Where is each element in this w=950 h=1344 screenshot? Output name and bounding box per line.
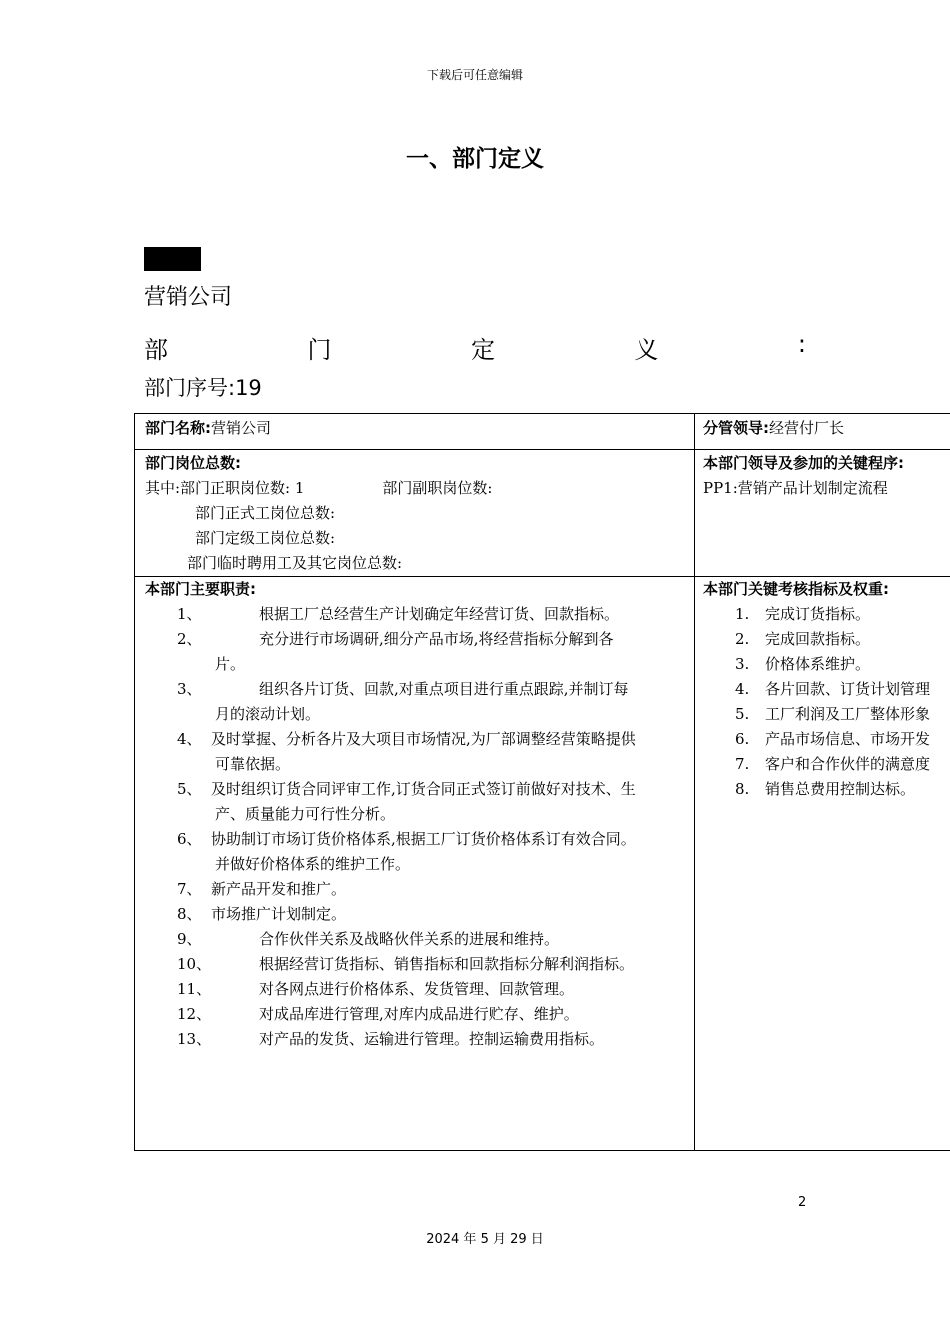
duty-text: 并做好价格体系的维护工作。 bbox=[215, 855, 411, 873]
duty-text: 组织各片订货、回款,对重点项目进行重点跟踪,并制订每 bbox=[259, 680, 629, 698]
kpi-item bbox=[703, 727, 950, 752]
duty-text: 产、质量能力可行性分析。 bbox=[215, 805, 396, 823]
dept-name-value: 营销公司 bbox=[211, 419, 272, 437]
kpi-item bbox=[703, 627, 950, 652]
kpi-text: 工厂利润及工厂整体形象 bbox=[765, 705, 931, 723]
kpi-item bbox=[703, 777, 950, 802]
page-title: 一、部门定义 bbox=[406, 146, 544, 172]
kpi-text: 价格体系维护。 bbox=[765, 655, 871, 673]
duty-text: 对各网点进行价格体系、发货管理、回款管理。 bbox=[259, 980, 575, 998]
kpi-text: 销售总费用控制达标。 bbox=[765, 780, 916, 798]
dept-name-label: 部门名称: bbox=[145, 419, 211, 437]
duty-text: 合作伙伴关系及战略伙伴关系的进展和维持。 bbox=[259, 930, 560, 948]
duty-text: 根据工厂总经营生产计划确定年经营订货、回款指标。 bbox=[259, 605, 620, 623]
duty-item bbox=[145, 602, 684, 627]
duties-label: 本部门主要职责: bbox=[145, 580, 256, 598]
duty-number: 5、 bbox=[177, 780, 202, 798]
duty-item bbox=[145, 827, 684, 877]
duty-text: 对成品库进行管理,对库内成品进行贮存、维护。 bbox=[259, 1005, 579, 1023]
kpi-list bbox=[703, 602, 950, 802]
duty-number: 9、 bbox=[177, 930, 202, 948]
dept-sequence: 部门序号:19 bbox=[144, 376, 262, 400]
duty-item bbox=[145, 1027, 684, 1052]
kpi-number: 7. bbox=[735, 755, 750, 773]
duty-text: 及时组织订货合同评审工作,订货合同正式签订前做好对技术、生 bbox=[211, 780, 636, 798]
posts-label: 部门岗位总数: bbox=[145, 454, 241, 472]
definition-char: : bbox=[797, 330, 806, 358]
duty-item bbox=[145, 877, 684, 902]
duties-cell bbox=[134, 576, 695, 1151]
header-note: 下载后可任意编辑 bbox=[426, 68, 523, 82]
page-number: 2 bbox=[798, 1195, 807, 1210]
duty-number: 12、 bbox=[177, 1005, 212, 1023]
duty-text: 片。 bbox=[215, 655, 246, 673]
duty-item bbox=[145, 677, 684, 727]
duty-item bbox=[145, 977, 684, 1002]
duty-item bbox=[145, 902, 684, 927]
duty-item bbox=[145, 777, 684, 827]
duty-text: 及时掌握、分析各片及大项目市场情况,为厂部调整经营策略提供 bbox=[211, 730, 636, 748]
kpi-text: 完成回款指标。 bbox=[765, 630, 871, 648]
duty-number: 3、 bbox=[177, 680, 202, 698]
posts-deputy-count: 部门副职岗位数: bbox=[382, 479, 493, 497]
duty-text: 市场推广计划制定。 bbox=[211, 905, 347, 923]
kpi-number: 3. bbox=[735, 655, 750, 673]
leader-cell bbox=[694, 413, 950, 450]
duty-number: 4、 bbox=[177, 730, 202, 748]
footer-date: 2024 年 5 月 29 日 bbox=[426, 1232, 544, 1247]
kpi-number: 1. bbox=[735, 605, 750, 623]
kpi-text: 完成订货指标。 bbox=[765, 605, 871, 623]
leader-label: 分管领导: bbox=[703, 419, 769, 437]
procedures-cell bbox=[694, 449, 950, 577]
duty-text: 充分进行市场调研,细分产品市场,将经营指标分解到各 bbox=[259, 630, 614, 648]
posts-line-1 bbox=[145, 476, 684, 501]
definition-char: 部 bbox=[144, 336, 168, 364]
posts-line-2: 部门正式工岗位总数: bbox=[195, 504, 336, 522]
leader-value: 经营付厂长 bbox=[769, 419, 845, 437]
definition-char: 义 bbox=[634, 336, 659, 364]
duty-item bbox=[145, 952, 684, 977]
duty-item bbox=[145, 627, 684, 677]
kpi-item bbox=[703, 702, 950, 727]
duty-number: 11、 bbox=[177, 980, 212, 998]
kpi-number: 8. bbox=[735, 780, 750, 798]
duty-number: 7、 bbox=[177, 880, 202, 898]
posts-line-3: 部门定级工岗位总数: bbox=[195, 529, 336, 547]
procedures-label: 本部门领导及参加的关键程序: bbox=[703, 454, 904, 472]
duty-item bbox=[145, 1002, 684, 1027]
duty-number: 1、 bbox=[177, 605, 202, 623]
definition-heading bbox=[144, 330, 806, 365]
kpi-item bbox=[703, 652, 950, 677]
redaction-block bbox=[144, 247, 201, 271]
kpi-item bbox=[703, 752, 950, 777]
duty-item bbox=[145, 927, 684, 952]
kpi-text: 各片回款、订货计划管理 bbox=[765, 680, 931, 698]
duty-text: 协助制订市场订货价格体系,根据工厂订货价格体系订有效合同。 bbox=[211, 830, 636, 848]
kpi-number: 6. bbox=[735, 730, 750, 748]
duty-number: 13、 bbox=[177, 1030, 212, 1048]
duty-text: 对产品的发货、运输进行管理。控制运输费用指标。 bbox=[259, 1030, 605, 1048]
kpi-cell bbox=[694, 576, 950, 1151]
kpi-number: 2. bbox=[735, 630, 750, 648]
duty-text: 可靠依据。 bbox=[215, 755, 291, 773]
duty-text: 新产品开发和推广。 bbox=[211, 880, 347, 898]
definition-char: 门 bbox=[307, 336, 332, 364]
kpi-text: 客户和合作伙伴的满意度 bbox=[765, 755, 931, 773]
kpi-number: 4. bbox=[735, 680, 750, 698]
posts-main-count: 其中:部门正职岗位数: 1 bbox=[145, 479, 305, 497]
company-name: 营销公司 bbox=[144, 285, 233, 310]
duty-text: 根据经营订货指标、销售指标和回款指标分解利润指标。 bbox=[259, 955, 635, 973]
dept-name-cell bbox=[134, 413, 695, 450]
kpi-text: 产品市场信息、市场开发 bbox=[765, 730, 931, 748]
definition-char: 定 bbox=[470, 336, 495, 364]
duty-number: 6、 bbox=[177, 830, 202, 848]
kpi-label: 本部门关键考核指标及权重: bbox=[703, 580, 889, 598]
duty-item bbox=[145, 727, 684, 777]
posts-line-4: 部门临时聘用工及其它岗位总数: bbox=[187, 554, 403, 572]
procedure-item: PP1:营销产品计划制定流程 bbox=[703, 479, 888, 497]
duty-number: 10、 bbox=[177, 955, 212, 973]
duty-number: 8、 bbox=[177, 905, 202, 923]
kpi-item bbox=[703, 677, 950, 702]
duty-number: 2、 bbox=[177, 630, 202, 648]
kpi-item bbox=[703, 602, 950, 627]
duty-text: 月的滚动计划。 bbox=[215, 705, 321, 723]
posts-cell bbox=[134, 449, 695, 577]
duties-list bbox=[145, 602, 684, 1052]
department-table bbox=[134, 413, 950, 1151]
kpi-number: 5. bbox=[735, 705, 750, 723]
